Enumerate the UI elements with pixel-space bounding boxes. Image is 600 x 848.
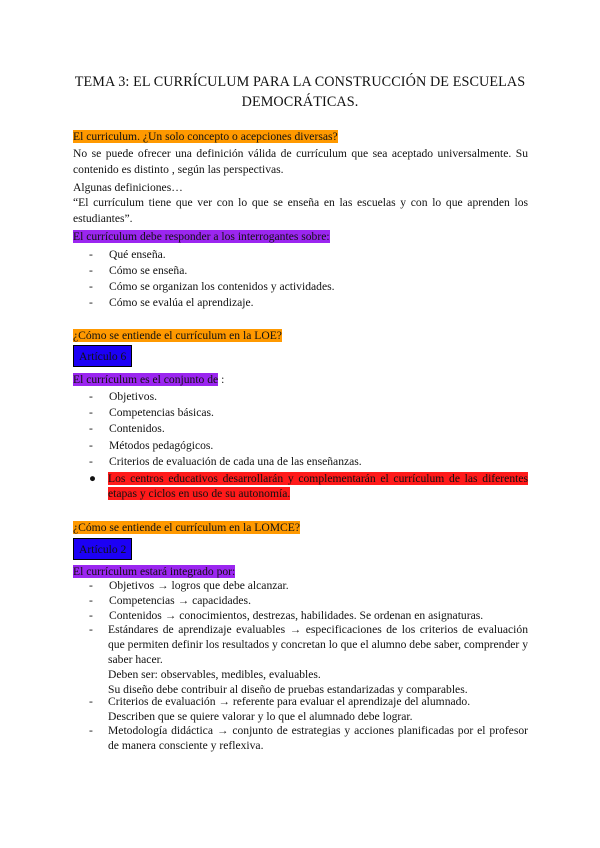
section1-heading: El curriculum. ¿Un solo concepto o acepciones diversas? — [73, 130, 338, 143]
section1-subheading: El currículum debe responder a los interrogantes sobre: — [73, 230, 330, 243]
document-title — [60, 72, 540, 112]
section2-subheading: El currículum es el conjunto de : — [73, 373, 225, 386]
title-line-2: DEMOCRÁTICAS. — [241, 94, 359, 110]
section3-subheading: El currículum estará integrado por: — [73, 565, 236, 578]
section3-heading: ¿Cómo se entiende el currículum en la LOMCE? — [73, 521, 300, 534]
title-line-1: TEMA 3: EL CURRÍCULUM PARA LA CONSTRUCCIÓN DE ESCUELAS — [74, 74, 526, 90]
definition-quote: “El currículum tiene que ver con lo que se enseña en las escuelas y con lo que aprenden los estudiantes”. — [73, 196, 528, 225]
list-item-estandares: - Estándares de aprendizaje evaluables → especificaciones de los criterios de evaluación que permiten definir los resultados y concretan lo que el alumno debe saber, comprender y saber hacer. Deben ser: observables, medibles, evaluables. Su diseño debe contribuir al diseño de pruebas estandarizadas y comparables. — [89, 623, 528, 696]
section1-paragraph: No se puede ofrecer una definición válida de currículum que sea aceptado universalmente. Su contenido es distinto , según las perspectivas. — [73, 147, 528, 176]
section2-heading: ¿Cómo se entiende el currículum en la LOE? — [73, 329, 282, 342]
article-6-box: Artículo 6 — [73, 345, 132, 367]
list-item-criterios: - Criterios de evaluación → referente para evaluar el aprendizaje del alumnado. Describen que se quiere valorar y lo que el alumnado debe lograr. — [89, 695, 471, 723]
list-item-metodologia: - Metodología didáctica → conjunto de estrategias y acciones planificadas por el profesor de manera consciente y reflexiva. — [89, 724, 528, 752]
autonomy-bullet: ● Los centros educativos desarrollarán y complementarán el currículum de las diferentes etapas y ciclos en uso de su autonomía. — [89, 472, 528, 500]
bullet-icon: ● — [89, 472, 97, 485]
definitions-label: Algunas definiciones… — [73, 181, 183, 194]
article-2-box: Artículo 2 — [73, 538, 132, 560]
